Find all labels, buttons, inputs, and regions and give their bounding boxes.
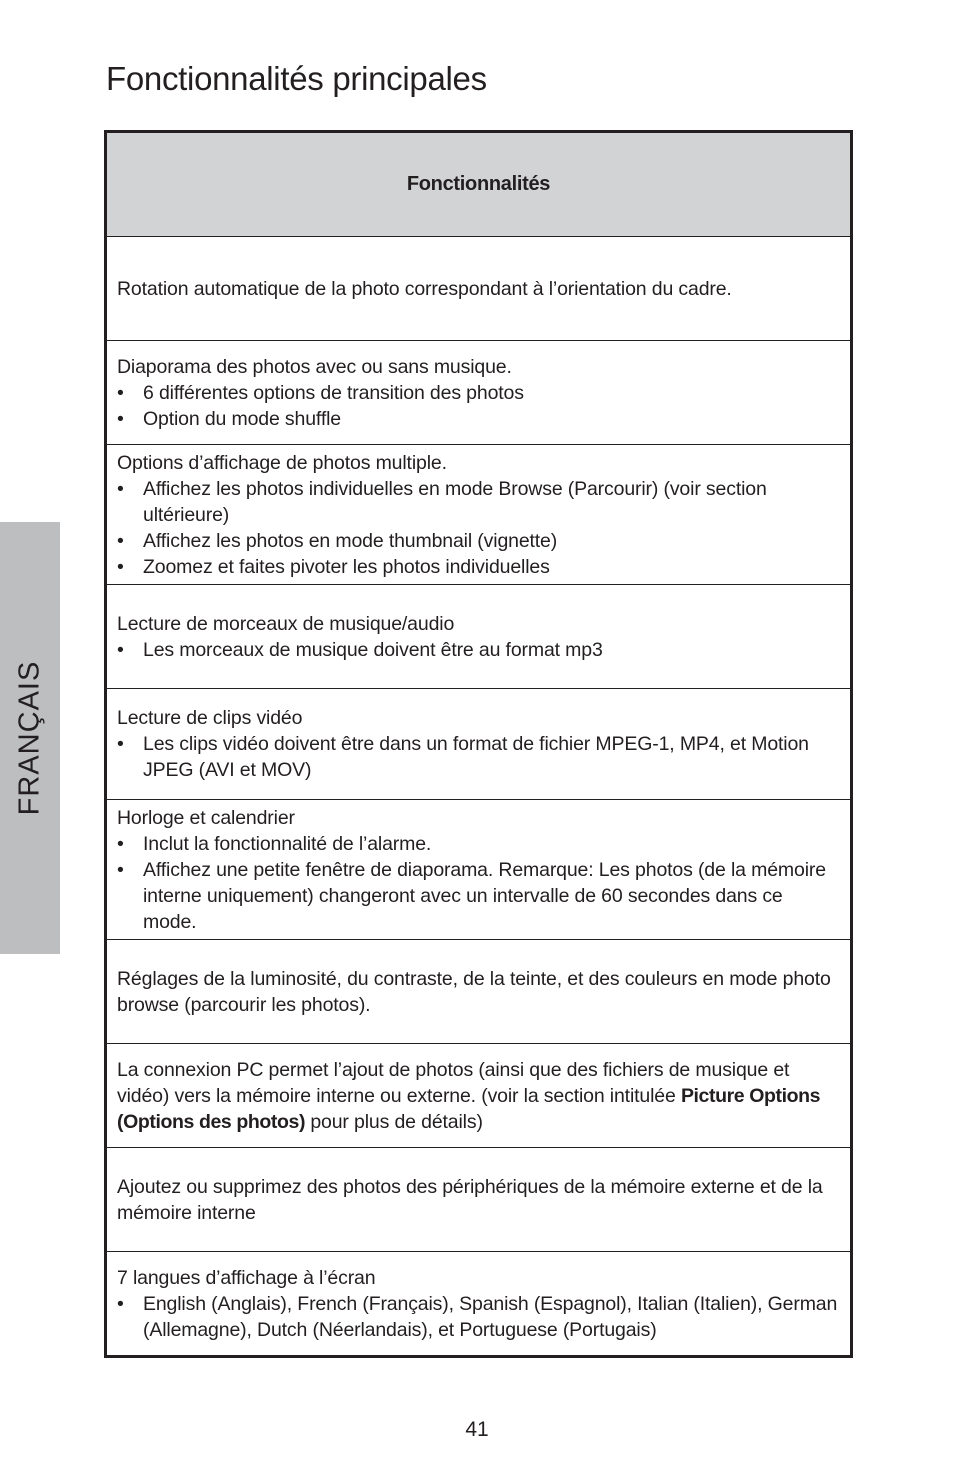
bullet-icon: •	[117, 407, 124, 430]
bullet-text: Affichez les photos individuelles en mode Browse (Parcourir) (voir section ultérieure)	[143, 477, 767, 526]
feature-bullets	[117, 476, 840, 580]
bullet-icon: •	[117, 477, 124, 500]
feature-row-slideshow	[107, 341, 850, 445]
feature-bullets	[117, 380, 840, 432]
bullet-item	[117, 1291, 840, 1343]
bullet-icon: •	[117, 381, 124, 404]
bullet-text: Option du mode shuffle	[143, 407, 341, 430]
feature-bullets	[117, 637, 840, 663]
feature-row-languages	[107, 1252, 850, 1355]
bullet-icon: •	[117, 832, 124, 855]
feature-bullets	[117, 731, 840, 783]
bullet-text: Inclut la fonctionnalité de l’alarme.	[143, 832, 432, 855]
feature-row-video	[107, 689, 850, 800]
feature-text-part: pour plus de détails)	[305, 1110, 483, 1133]
feature-text: Rotation automatique de la photo correspondant à l’orientation du cadre.	[117, 277, 732, 300]
feature-text: Lecture de clips vidéo	[117, 707, 303, 729]
bullet-text: Zoomez et faites pivoter les photos individuelles	[143, 555, 550, 578]
bullet-icon: •	[117, 858, 124, 881]
feature-text: Options d’affichage de photos multiple.	[117, 451, 447, 474]
feature-row-auto-rotation	[107, 237, 850, 341]
feature-row-pc-connection	[107, 1044, 850, 1148]
bullet-text: 6 différentes options de transition des photos	[143, 381, 524, 404]
feature-text: Réglages de la luminosité, du contraste, de la teinte, et des couleurs en mode photo browse (parcourir les photos).	[117, 967, 831, 1016]
table-header-label: Fonctionnalités	[406, 173, 551, 195]
bullet-icon: •	[117, 555, 124, 578]
feature-text-part: La connexion PC permet l’ajout de photos (ainsi que des fichiers de musique et vidéo) vers la mémoire interne ou externe. (voir la section intitulée	[117, 1058, 790, 1107]
bullet-item	[117, 731, 840, 783]
bullet-text: Affichez les photos en mode thumbnail (vignette)	[143, 529, 558, 552]
feature-text: Horloge et calendrier	[117, 806, 295, 829]
page-title: Fonctionnalités principales	[106, 60, 487, 97]
feature-row-adjustments	[107, 940, 850, 1044]
feature-row-music	[107, 585, 850, 689]
bullet-item	[117, 554, 840, 580]
feature-text	[117, 1057, 840, 1135]
language-side-tab-label: FRANÇAIS	[13, 660, 46, 816]
bullet-icon: •	[117, 529, 124, 552]
feature-row-multi-display	[107, 445, 850, 585]
bullet-icon: •	[117, 638, 124, 661]
feature-row-add-delete	[107, 1148, 850, 1252]
bullet-item	[117, 528, 840, 554]
table-header	[107, 133, 850, 237]
features-table	[104, 130, 853, 1358]
feature-text: 7 langues d’affichage à l’écran	[117, 1266, 376, 1289]
bullet-icon: •	[117, 733, 124, 755]
bullet-text: Les clips vidéo doivent être dans un format de fichier MPEG-1, MP4, et Motion JPEG (AVI et MOV)	[143, 733, 809, 781]
picture-options-reference: Picture Options (Options des photos)	[117, 1084, 821, 1133]
feature-bullets	[117, 1291, 840, 1343]
bullet-item	[117, 476, 840, 528]
feature-text: Ajoutez ou supprimez des photos des périphériques de la mémoire externe et de la mémoire interne	[117, 1175, 823, 1224]
feature-row-clock	[107, 800, 850, 940]
bullet-item	[117, 857, 840, 935]
bullet-item	[117, 406, 840, 432]
bullet-item	[117, 637, 840, 663]
feature-bullets	[117, 831, 840, 935]
bullet-item	[117, 380, 840, 406]
bullet-item	[117, 831, 840, 857]
bullet-text: Affichez une petite fenêtre de diaporama. Remarque: Les photos (de la mémoire interne uniquement) changeront avec un intervalle de 60 secondes dans ce mode.	[143, 858, 826, 933]
feature-text: Lecture de morceaux de musique/audio	[117, 612, 455, 635]
page-number: 41	[465, 1418, 489, 1441]
bullet-text: Les morceaux de musique doivent être au format mp3	[143, 638, 603, 661]
feature-text: Diaporama des photos avec ou sans musique.	[117, 355, 512, 378]
bullet-icon: •	[117, 1292, 124, 1315]
bullet-text: English (Anglais), French (Français), Spanish (Espagnol), Italian (Italien), German (Allemagne), Dutch (Néerlandais), et Portuguese (Portugais)	[143, 1292, 838, 1341]
